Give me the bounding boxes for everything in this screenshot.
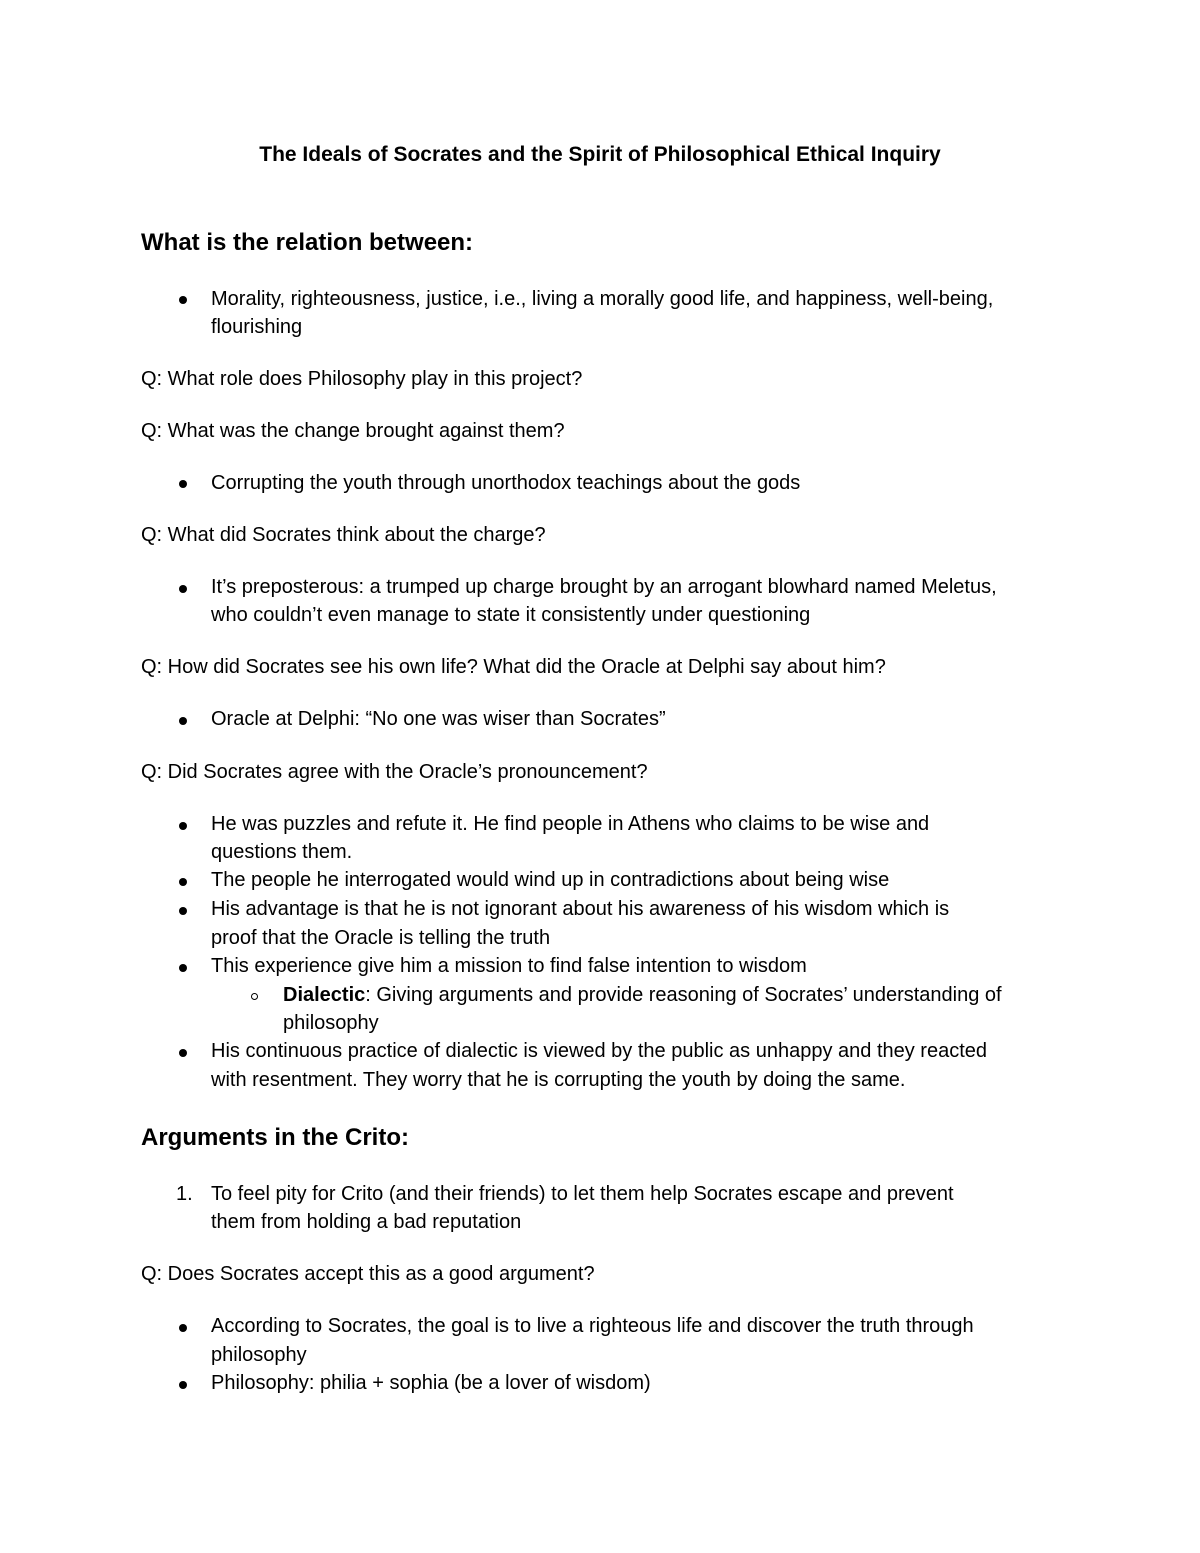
question-oracle-agreement: Q: Did Socrates agree with the Oracle’s pronouncement? bbox=[141, 761, 648, 783]
bullet-text: The people he interrogated would wind up in contradictions about being wise bbox=[211, 869, 890, 891]
question-philosophy-role: Q: What role does Philosophy play in this project? bbox=[141, 368, 583, 390]
dialectic-definition: : Giving arguments and provide reasoning of Socrates’ understanding of bbox=[365, 984, 1002, 1006]
bullet-text: He was puzzles and refute it. He find people in Athens who claims to be wise and bbox=[211, 813, 930, 835]
bullet-icon bbox=[179, 822, 187, 830]
document-title: The Ideals of Socrates and the Spirit of Philosophical Ethical Inquiry bbox=[259, 143, 941, 166]
bullet-text: His advantage is that he is not ignorant about his awareness of his wisdom which is bbox=[211, 898, 950, 920]
bullet-text: Corrupting the youth through unorthodox teachings about the gods bbox=[211, 472, 801, 494]
question-own-life: Q: How did Socrates see his own life? What did the Oracle at Delphi say about him? bbox=[141, 656, 886, 678]
list-number: 1. bbox=[176, 1183, 193, 1205]
question-socrates-view-charge: Q: What did Socrates think about the charge? bbox=[141, 524, 546, 546]
bullet-text-continued: who couldn’t even manage to state it consistently under questioning bbox=[211, 604, 811, 626]
bullet-icon bbox=[179, 585, 187, 593]
bullet-icon bbox=[179, 1049, 187, 1057]
bullet-text-continued: with resentment. They worry that he is corrupting the youth by doing the same. bbox=[211, 1069, 906, 1091]
sub-bullet-icon bbox=[251, 993, 258, 1000]
section-heading-crito: Arguments in the Crito: bbox=[141, 1124, 409, 1151]
bullet-text-continued: philosophy bbox=[211, 1344, 307, 1366]
bullet-icon bbox=[179, 480, 187, 488]
numbered-item-text: To feel pity for Crito (and their friends) to let them help Socrates escape and prevent bbox=[211, 1183, 954, 1205]
bullet-icon bbox=[179, 717, 187, 725]
dialectic-term: Dialectic bbox=[283, 984, 366, 1006]
sub-bullet-text-continued: philosophy bbox=[283, 1012, 379, 1034]
question-charge: Q: What was the change brought against them? bbox=[141, 420, 565, 442]
bullet-text-continued: proof that the Oracle is telling the truth bbox=[211, 927, 551, 949]
bullet-text: Philosophy: philia + sophia (be a lover of wisdom) bbox=[211, 1372, 651, 1394]
bullet-icon bbox=[179, 964, 187, 972]
bullet-icon bbox=[179, 1381, 187, 1389]
bullet-text: Morality, righteousness, justice, i.e., living a morally good life, and happiness, well-being, bbox=[211, 288, 994, 310]
bullet-text: His continuous practice of dialectic is viewed by the public as unhappy and they reacted bbox=[211, 1040, 988, 1062]
question-good-argument: Q: Does Socrates accept this as a good argument? bbox=[141, 1263, 595, 1285]
bullet-icon bbox=[179, 1324, 187, 1332]
bullet-text-continued: questions them. bbox=[211, 841, 353, 863]
sub-bullet-text bbox=[283, 984, 1002, 1007]
section-heading-relation: What is the relation between: bbox=[141, 229, 474, 256]
bullet-icon bbox=[179, 878, 187, 886]
bullet-text: This experience give him a mission to find false intention to wisdom bbox=[211, 955, 807, 977]
bullet-text: It’s preposterous: a trumped up charge brought by an arrogant blowhard named Meletus, bbox=[211, 576, 997, 598]
bullet-text: According to Socrates, the goal is to live a righteous life and discover the truth through bbox=[211, 1315, 974, 1337]
bullet-text: Oracle at Delphi: “No one was wiser than Socrates” bbox=[211, 708, 666, 730]
bullet-icon bbox=[179, 907, 187, 915]
numbered-item-text-continued: them from holding a bad reputation bbox=[211, 1211, 522, 1233]
bullet-text-continued: flourishing bbox=[211, 316, 303, 338]
bullet-icon bbox=[179, 296, 187, 304]
